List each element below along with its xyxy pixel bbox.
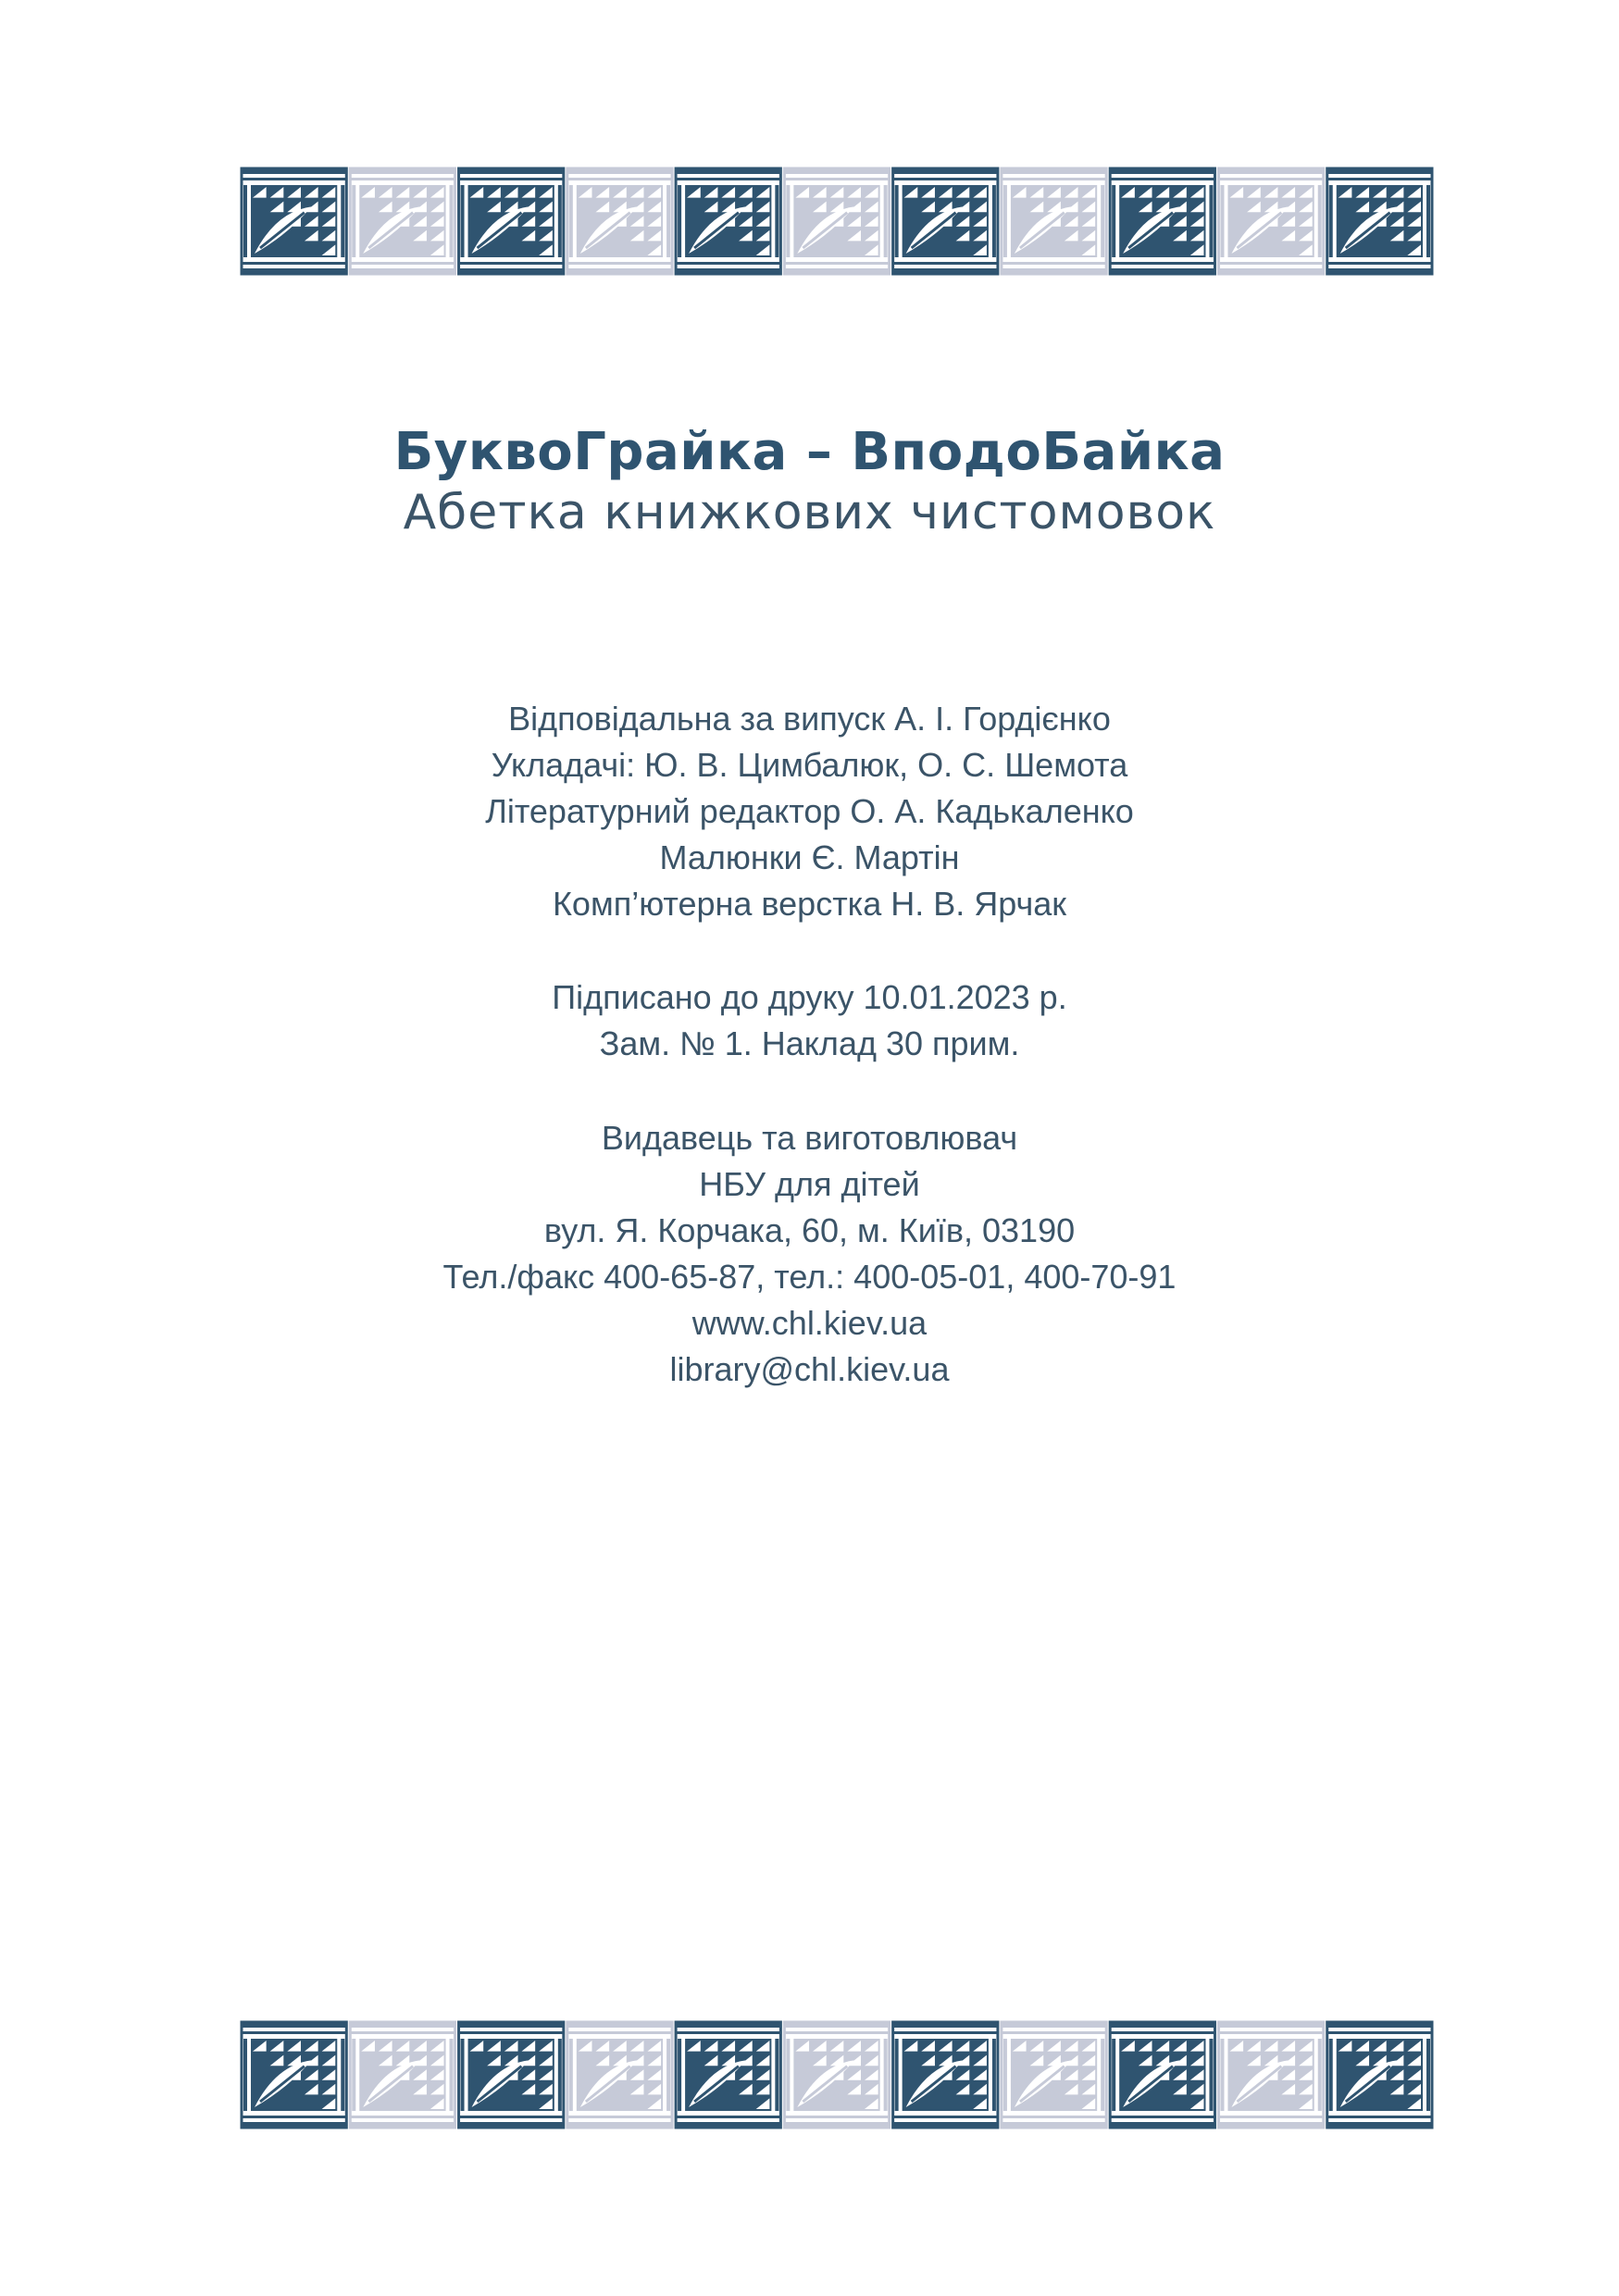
ornament-tile-dark — [459, 2022, 564, 2128]
ornament-tile-dark — [893, 168, 998, 274]
ornament-tile-light — [350, 2022, 455, 2128]
publisher-address: вул. Я. Корчака, 60, м. Київ, 03190 — [543, 1211, 1076, 1249]
ornament-tile-dark — [1327, 168, 1432, 274]
publisher-phones: Тел./факс 400-65-87, тел.: 400-05-01, 400-70-91 — [442, 1258, 1177, 1296]
credit-line-compilers: Укладачі: Ю. В. Цимбалюк, О. С. Шемота — [491, 746, 1128, 784]
credit-line-editor-in-charge: Відповідальна за випуск А. І. Гордієнко — [508, 700, 1111, 738]
print-info-section — [0, 974, 1619, 1067]
ornament-tile-light — [784, 2022, 889, 2128]
ornament-tile-dark — [676, 168, 780, 274]
embroidery-border-icon — [240, 167, 1434, 276]
ornament-tile-light — [1218, 168, 1323, 274]
ornament-tile-dark — [676, 2022, 780, 2128]
signed-to-print: Підписано до друку 10.01.2023 р. — [552, 978, 1067, 1016]
ornament-tile-dark — [893, 2022, 998, 2128]
ornament-tile-light — [1218, 2022, 1323, 2128]
book-title: БуквоГрайка – ВподоБайка — [393, 422, 1226, 482]
ornament-tile-dark — [1110, 2022, 1214, 2128]
title-block — [0, 421, 1619, 541]
ornament-tile-dark — [1110, 168, 1214, 274]
credit-line-literary-editor: Літературний редактор О. А. Кадькаленко — [485, 792, 1134, 830]
publisher-section — [0, 1115, 1619, 1393]
ornament-tile-light — [567, 2022, 672, 2128]
ornament-tile-light — [1002, 168, 1106, 274]
ornament-tile-dark — [242, 2022, 346, 2128]
ornament-tile-dark — [242, 168, 346, 274]
book-subtitle: Абетка книжкових чистомовок — [403, 485, 1216, 540]
bottom-ornament-border — [240, 2020, 1434, 2129]
publisher-email-link[interactable]: library@chl.kiev.ua — [669, 1350, 950, 1388]
embroidery-border-icon — [240, 2020, 1434, 2129]
publisher-website-link[interactable]: www.chl.kiev.ua — [691, 1304, 928, 1342]
ornament-tile-light — [567, 168, 672, 274]
ornament-tile-light — [350, 168, 455, 274]
ornament-tile-dark — [459, 168, 564, 274]
top-ornament-border — [240, 167, 1434, 276]
credit-line-illustrations: Малюнки Є. Мартін — [659, 838, 960, 876]
credits-section — [0, 696, 1619, 927]
credit-line-layout: Комп’ютерна верстка Н. В. Ярчак — [552, 885, 1067, 923]
ornament-tile-light — [784, 168, 889, 274]
publisher-name: НБУ для дітей — [699, 1165, 920, 1203]
ornament-tile-dark — [1327, 2022, 1432, 2128]
ornament-tile-light — [1002, 2022, 1106, 2128]
publisher-label: Видавець та виготовлювач — [601, 1119, 1018, 1157]
order-circulation: Зам. № 1. Наклад 30 прим. — [599, 1024, 1020, 1062]
